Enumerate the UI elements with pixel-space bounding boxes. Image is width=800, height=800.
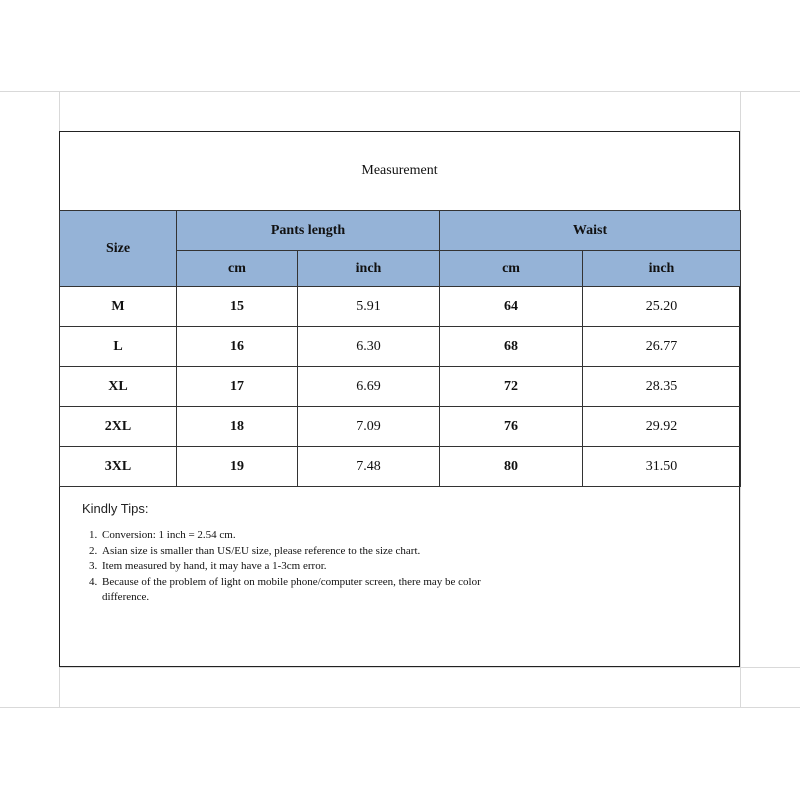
waist-inch-cell: 31.50 bbox=[583, 447, 741, 487]
tip-item: 4. Because of the problem of light on mobile phone/computer screen, there may be color difference. bbox=[100, 575, 530, 606]
chart-title: Measurement bbox=[361, 163, 438, 178]
waist-cm-cell: 64 bbox=[440, 287, 583, 327]
page-guide-lower bbox=[59, 667, 800, 668]
tip-item: 2. Asian size is smaller than US/EU size, please reference to the size chart. bbox=[100, 544, 530, 560]
table-row bbox=[60, 407, 741, 447]
pants-cm-cell: 16 bbox=[177, 327, 298, 367]
pants-inch-cell: 6.69 bbox=[298, 367, 440, 407]
tip-item: 3. Item measured by hand, it may have a 1-3cm error. bbox=[100, 559, 530, 575]
pants-inch-cell: 7.09 bbox=[298, 407, 440, 447]
waist-inch-cell: 28.35 bbox=[583, 367, 741, 407]
waist-inch-cell: 26.77 bbox=[583, 327, 741, 367]
size-cell: XL bbox=[60, 367, 177, 407]
size-cell: M bbox=[60, 287, 177, 327]
table-row bbox=[60, 367, 741, 407]
waist-cm-header: cm bbox=[440, 251, 583, 287]
waist-cm-cell: 80 bbox=[440, 447, 583, 487]
pants-inch-cell: 6.30 bbox=[298, 327, 440, 367]
size-cell: 3XL bbox=[60, 447, 177, 487]
waist-inch-cell: 25.20 bbox=[583, 287, 741, 327]
table-row bbox=[60, 287, 741, 327]
tip-item: 1. Conversion: 1 inch = 2.54 cm. bbox=[100, 528, 530, 544]
table-row bbox=[60, 327, 741, 367]
waist-header: Waist bbox=[440, 211, 741, 251]
tips-section bbox=[60, 487, 739, 606]
pants-cm-cell: 15 bbox=[177, 287, 298, 327]
waist-inch-cell: 29.92 bbox=[583, 407, 741, 447]
size-header: Size bbox=[60, 211, 177, 287]
size-chart-sheet bbox=[59, 131, 740, 667]
page-guide-bottom bbox=[0, 707, 800, 708]
waist-inch-header: inch bbox=[583, 251, 741, 287]
pants-cm-header: cm bbox=[177, 251, 298, 287]
pants-inch-cell: 5.91 bbox=[298, 287, 440, 327]
size-table bbox=[59, 210, 741, 487]
pants-cm-cell: 19 bbox=[177, 447, 298, 487]
waist-cm-cell: 72 bbox=[440, 367, 583, 407]
pants-cm-cell: 17 bbox=[177, 367, 298, 407]
pants-length-header: Pants length bbox=[177, 211, 440, 251]
size-cell: L bbox=[60, 327, 177, 367]
pants-inch-header: inch bbox=[298, 251, 440, 287]
tips-list bbox=[82, 528, 530, 606]
waist-cm-cell: 76 bbox=[440, 407, 583, 447]
pants-inch-cell: 7.48 bbox=[298, 447, 440, 487]
size-cell: 2XL bbox=[60, 407, 177, 447]
page-guide-top bbox=[0, 91, 800, 92]
tips-title: Kindly Tips: bbox=[82, 501, 149, 516]
waist-cm-cell: 68 bbox=[440, 327, 583, 367]
table-row bbox=[60, 447, 741, 487]
pants-cm-cell: 18 bbox=[177, 407, 298, 447]
